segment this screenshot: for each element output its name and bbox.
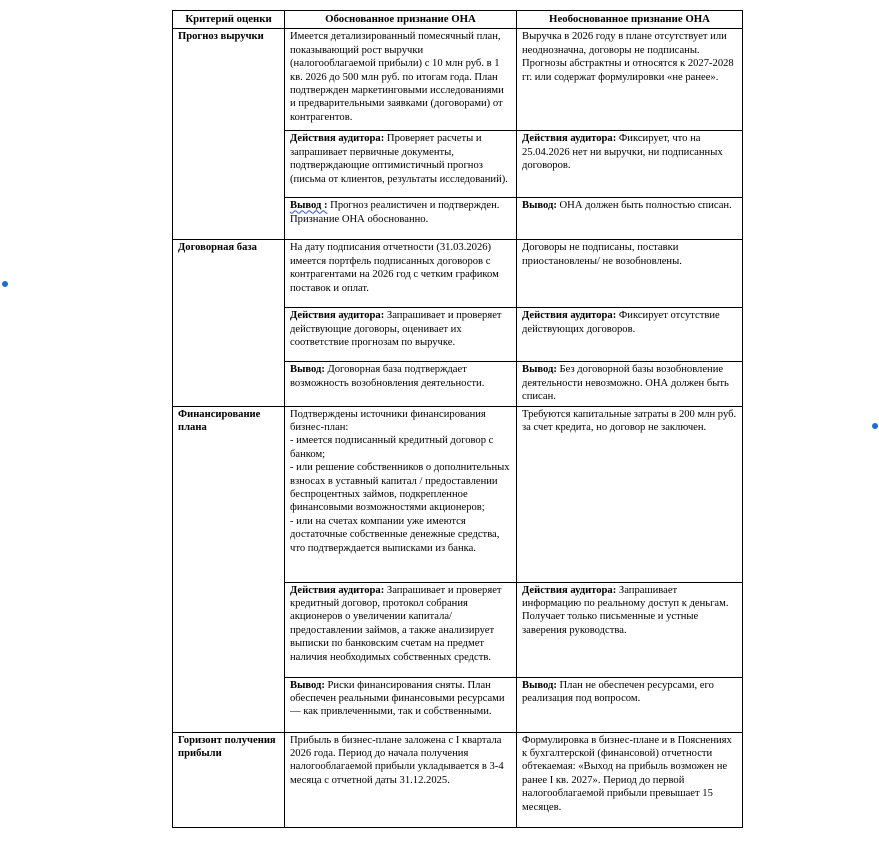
table-row	[173, 406, 743, 582]
unjustified-cell: Выручка в 2026 году в плане отсутствует или неоднозначна, договоры не подписаны. Прогнозы абстрактны и относятся к 2027-2028 гг. или содержат формулировки «не ранее».	[517, 29, 743, 131]
justified-cell	[285, 582, 517, 677]
conclusion-label: Вывод :	[290, 200, 328, 212]
criterion-cell: Финансирование плана	[173, 406, 285, 732]
auditor-label: Действия аудитора:	[290, 133, 385, 145]
cell-text: Проверяет расчеты и запрашивает первичные документы, подтверждающие оптимистичный прогноз (письма от клиентов, результаты исследований).	[290, 133, 508, 185]
justified-cell: На дату подписания отчетности (31.03.2026) имеется портфель подписанных договоров с контрагентами на 2026 год с четким графиком поставок и оплат.	[285, 240, 517, 308]
conclusion-label: Вывод:	[522, 679, 557, 691]
funding-intro: Подтверждены источники финансирования бизнес-план:	[290, 408, 486, 434]
comment-marker-right[interactable]	[872, 423, 878, 429]
table-row	[173, 29, 743, 131]
justified-cell	[285, 362, 517, 406]
funding-option-owners: - или решение собственников о дополнительных взносах в уставный капитал / предоставлении беспроцентных займов, подкрепленное финансовыми возможностями акционеров;	[290, 462, 510, 514]
funding-option-credit: - имеется подписанный кредитный договор с банком;	[290, 435, 494, 460]
comment-marker-left[interactable]	[2, 281, 8, 287]
criterion-cell: Прогноз выручки	[173, 29, 285, 240]
auditor-label: Действия аудитора:	[290, 584, 385, 596]
justified-cell	[285, 198, 517, 240]
unjustified-cell: Формулировка в бизнес-плане и в Пояснениях к бухгалтерской (финансовой) отчетности обтекаемая: «Выход на прибыль возможен не ранее I кв. 2027». Период до первой налогооблагаемой прибыли превышает 15 месяцев.	[517, 732, 743, 827]
criteria-table	[172, 10, 743, 828]
unjustified-cell	[517, 308, 743, 362]
unjustified-cell	[517, 677, 743, 732]
justified-cell: Прибыль в бизнес-плане заложена с I квартала 2026 года. Период до начала получения налогооблагаемой прибыли укладывается в 3-4 месяца с отчетной даты 31.12.2025.	[285, 732, 517, 827]
justified-cell	[285, 406, 517, 582]
justified-cell: Имеется детализированный помесячный план, показывающий рост выручки (налогооблагаемой прибыли) с 10 млн руб. в 1 кв. 2026 до 500 млн руб. по итогам года. План подтвержден маркетинговыми исследованиями и предварительными заявками (договорами) от контрагентов.	[285, 29, 517, 131]
cell-text: План не обеспечен ресурсами, его реализация под вопросом.	[522, 679, 714, 705]
cell-text: ОНА должен быть полностью списан.	[556, 200, 732, 212]
conclusion-label: Вывод:	[522, 364, 557, 376]
unjustified-cell	[517, 131, 743, 198]
table-row	[173, 240, 743, 308]
header-unjustified: Необоснованное признание ОНА	[517, 11, 743, 29]
unjustified-cell: Договоры не подписаны, поставки приостановлены/ не возобновлены.	[517, 240, 743, 308]
cell-text: Риски финансирования сняты. План обеспечен реальными финансовыми ресурсами — как привлеченными, так и собственными.	[290, 679, 505, 718]
cell-text: Фиксирует, что на 25.04.2026 нет ни выручки, ни подписанных договоров.	[522, 133, 723, 172]
table-row	[173, 732, 743, 827]
unjustified-cell	[517, 198, 743, 240]
cell-text: Запрашивает и проверяет кредитный договор, протокол собрания акционеров о увеличении капитала/предоставлении займов, а также анализирует выписки по банковским счетам на предмет наличия необходимых собственных средств.	[290, 584, 502, 663]
conclusion-label: Вывод:	[290, 679, 325, 691]
funding-option-own-funds: - или на счетах компании уже имеются достаточные собственные денежные средства, что подтверждается выписками из банка.	[290, 515, 500, 554]
unjustified-cell	[517, 582, 743, 677]
header-criterion: Критерий оценки	[173, 11, 285, 29]
auditor-label: Действия аудитора:	[522, 310, 617, 322]
justified-cell	[285, 308, 517, 362]
cell-text: Прогноз реалистичен и подтвержден. Признание ОНА обоснованно.	[290, 200, 500, 225]
unjustified-cell	[517, 362, 743, 406]
criterion-cell: Горизонт получения прибыли	[173, 732, 285, 827]
cell-text: Запрашивает и проверяет действующие договоры, оценивает их соответствие прогнозам по выручке.	[290, 310, 502, 349]
cell-text: Фиксирует отсутствие действующих договоров.	[522, 310, 720, 335]
cell-text: Запрашивает информацию по реальному доступ к деньгам. Получает только письменные и устные заверения руководства.	[522, 584, 729, 636]
conclusion-label: Вывод:	[522, 200, 557, 212]
conclusion-label: Вывод:	[290, 364, 325, 376]
header-row	[173, 11, 743, 29]
cell-text: Без договорной базы возобновление деятельности невозможно. ОНА должен быть списан.	[522, 364, 729, 403]
criterion-cell: Договорная база	[173, 240, 285, 406]
auditor-label: Действия аудитора:	[290, 310, 385, 322]
header-justified: Обоснованное признание ОНА	[285, 11, 517, 29]
unjustified-cell: Требуются капитальные затраты в 200 млн руб. за счет кредита, но договор не заключен.	[517, 406, 743, 582]
justified-cell	[285, 677, 517, 732]
auditor-label: Действия аудитора:	[522, 133, 617, 145]
auditor-label: Действия аудитора:	[522, 584, 617, 596]
cell-text: Договорная база подтверждает возможность возобновления деятельности.	[290, 364, 485, 389]
justified-cell	[285, 131, 517, 198]
